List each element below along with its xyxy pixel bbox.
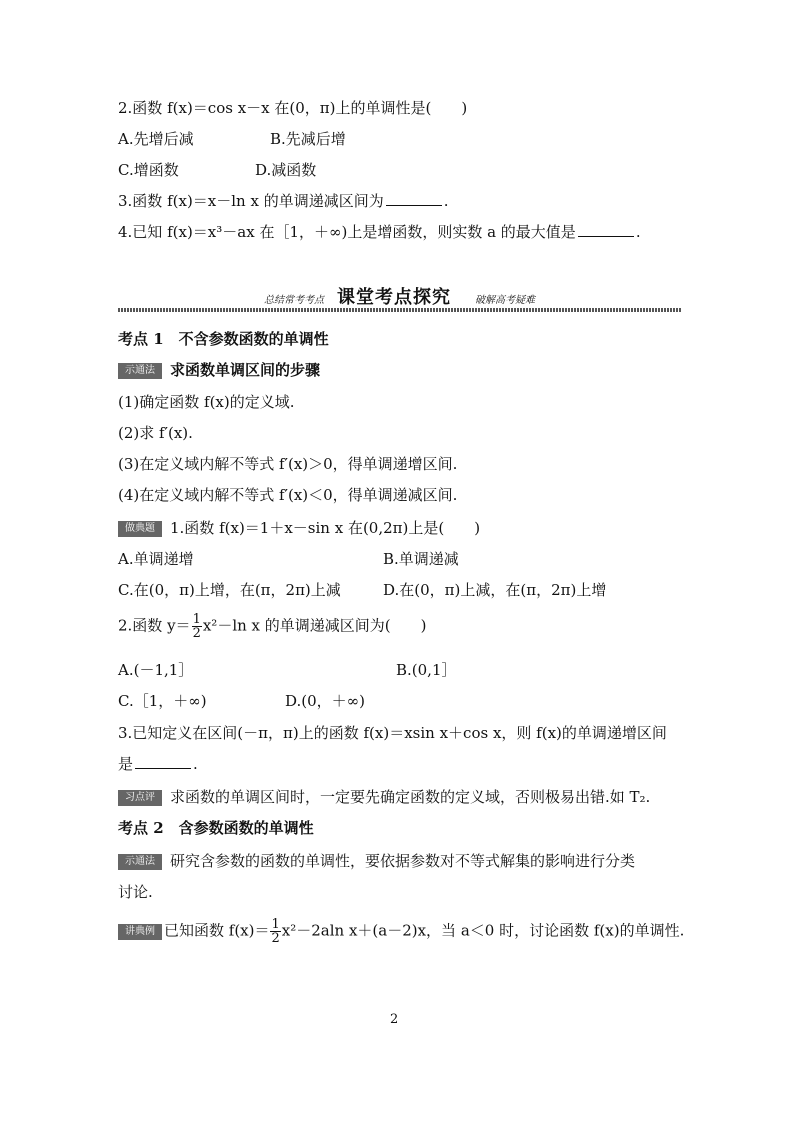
step-3: (3)在定义域内解不等式 f′(x)＞0，得单调递增区间.	[118, 455, 458, 473]
example-3-end: .	[193, 755, 198, 773]
ex2-option-d: D.(0，＋∞)	[285, 692, 366, 710]
tongfa-tag-icon: 示通法	[118, 854, 162, 870]
pingdian-tag-icon: 习点评	[118, 790, 162, 806]
banner-rule	[118, 308, 682, 312]
question-3-end: .	[443, 192, 449, 210]
page-number: 2	[390, 1012, 399, 1027]
ex2-option-b: B.(0,1］	[396, 661, 457, 679]
step-2: (2)求 f′(x).	[118, 424, 193, 442]
q2-option-d: D.减函数	[255, 161, 317, 179]
tongfa-2-line-1: 研究含参数的函数的单调性，要依据参数对不等式解集的影响进行分类	[170, 852, 636, 870]
question-3-text: 3.函数 f(x)＝x－ln x 的单调递减区间为	[118, 192, 384, 210]
section-banner	[118, 282, 682, 312]
tongfa-1-text: 求函数单调区间的步骤	[170, 361, 321, 379]
tongfa-2	[118, 851, 635, 871]
example-3-line-2-text: 是	[118, 755, 134, 773]
question-3	[118, 191, 449, 211]
kaodian-1-title: 考点 1 不含参数函数的单调性	[118, 330, 329, 348]
tongfa-2-line-2: 讨论.	[118, 883, 153, 901]
ex1-option-b: B.单调递减	[383, 550, 459, 568]
ex2-option-c: C.［1，＋∞)	[118, 692, 207, 710]
ex2-option-a: A.(－1,1］	[118, 661, 194, 679]
q2-option-a: A.先增后减	[118, 130, 194, 148]
banner-left-text: 总结常考考点	[264, 295, 324, 306]
pingdian	[118, 787, 650, 807]
example-4-pre: 已知函数 f(x)＝	[164, 921, 270, 940]
example-1	[118, 518, 480, 538]
ex1-option-a: A.单调递增	[118, 550, 194, 568]
fraction	[270, 918, 280, 945]
ex1-option-d: D.在(0，π)上减，在(π，2π)上增	[383, 581, 607, 599]
question-4	[118, 222, 641, 242]
example-2	[118, 613, 426, 640]
question-4-text: 4.已知 f(x)＝x³－ax 在［1，＋∞)上是增函数，则实数 a 的最大值是	[118, 223, 576, 241]
fraction-denominator: 2	[192, 626, 201, 641]
question-4-end: .	[635, 223, 641, 241]
pingdian-text: 求函数的单调区间时，一定要先确定函数的定义域，否则极易出错.如 T₂.	[170, 788, 651, 806]
answer-blank	[386, 191, 442, 206]
banner-right-text: 破解高考疑难	[475, 295, 535, 306]
q2-option-c: C.增函数	[118, 161, 179, 179]
question-2: 2.函数 f(x)＝cos x－x 在(0，π)上的单调性是( )	[118, 99, 468, 117]
example-2-pre: 2.函数 y＝	[118, 616, 191, 635]
example-4	[118, 918, 684, 945]
fraction-numerator: 1	[192, 612, 201, 627]
fraction-numerator: 1	[271, 917, 280, 932]
banner-title: 课堂考点探究	[337, 287, 451, 308]
example-2-post: x²－ln x 的单调递减区间为( )	[202, 616, 427, 635]
ex1-option-c: C.在(0，π)上增，在(π，2π)上减	[118, 581, 341, 599]
answer-blank	[578, 222, 634, 237]
example-3-line-1: 3.已知定义在区间(－π，π)上的函数 f(x)＝xsin x＋cos x，则 f(x)的单调递增区间	[118, 724, 667, 742]
tongfa-1	[118, 360, 320, 380]
step-1: (1)确定函数 f(x)的定义域.	[118, 393, 295, 411]
step-4: (4)在定义域内解不等式 f′(x)＜0，得单调递减区间.	[118, 486, 458, 504]
fraction-denominator: 2	[271, 931, 280, 946]
tongfa-tag-icon: 示通法	[118, 363, 162, 379]
q2-option-b: B.先减后增	[270, 130, 346, 148]
fraction	[192, 613, 202, 640]
example-1-text: 1.函数 f(x)＝1＋x－sin x 在(0,2π)上是( )	[170, 519, 481, 537]
example-4-post: x²－2aln x＋(a－2)x，当 a＜0 时，讨论函数 f(x)的单调性.	[281, 921, 685, 940]
answer-blank	[135, 754, 191, 769]
dianti-tag-icon: 做典题	[118, 521, 162, 537]
jiangdianli-tag-icon: 讲典例	[118, 924, 162, 940]
example-3-line-2	[118, 754, 198, 774]
kaodian-2-title: 考点 2 含参数函数的单调性	[118, 819, 314, 837]
